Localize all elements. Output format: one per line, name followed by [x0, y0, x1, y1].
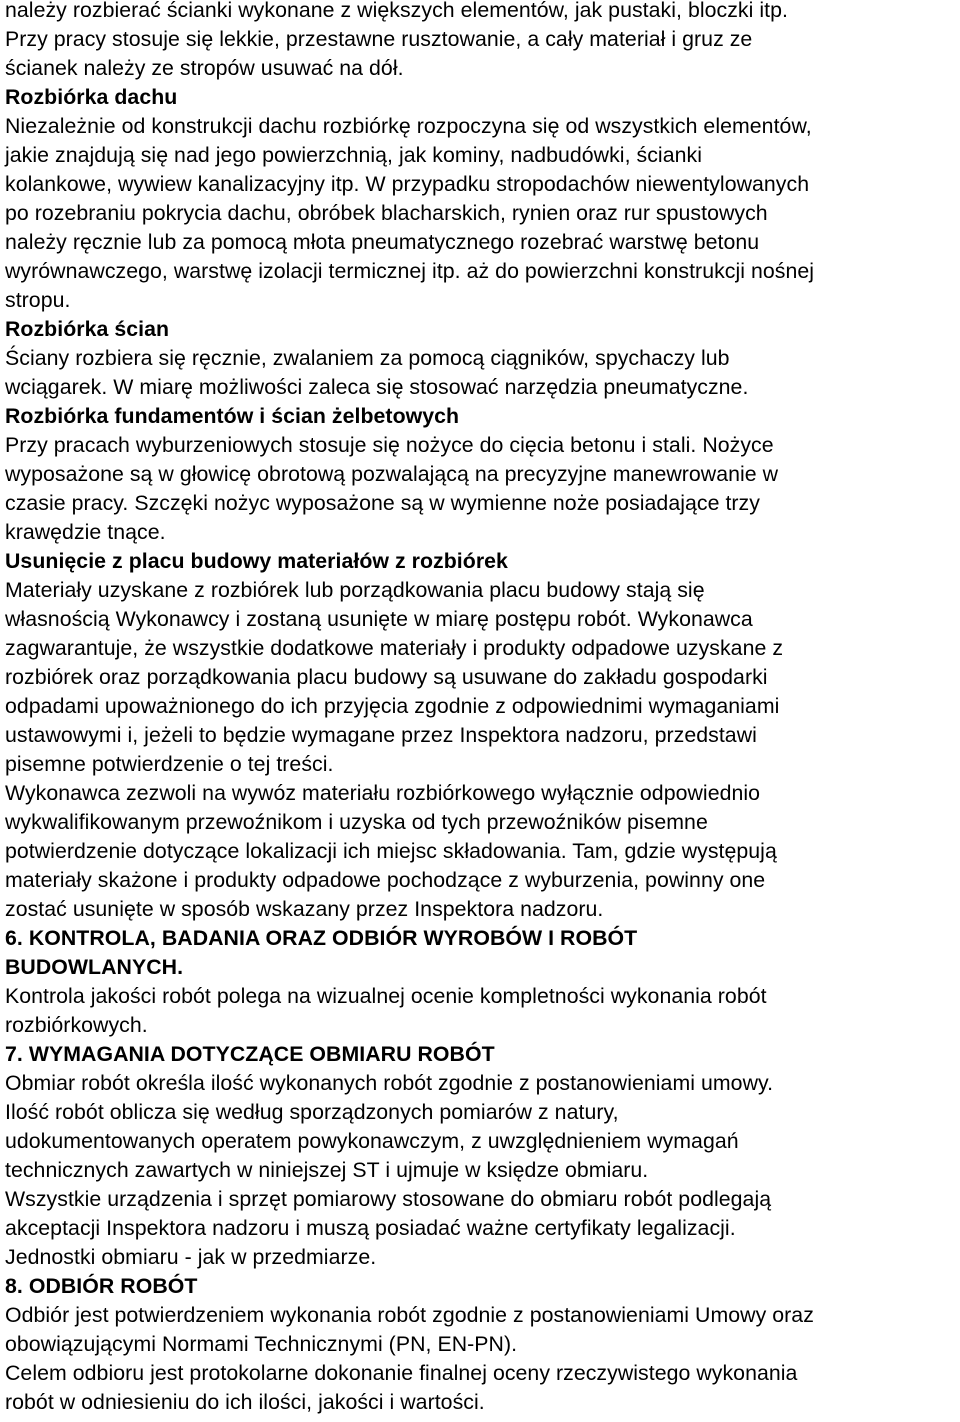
text-line: Jednostki obmiaru - jak w przedmiarze.: [5, 1245, 377, 1269]
text-line: kolankowe, wywiew kanalizacyjny itp. W przypadku stropodachów niewentylowanych: [5, 172, 810, 196]
text-line: obowiązującymi Normami Technicznymi (PN, EN-PN).: [5, 1332, 518, 1356]
text-line: Przy pracach wyburzeniowych stosuje się nożyce do cięcia betonu i stali. Nożyce: [5, 433, 774, 457]
text-line: Wszystkie urządzenia i sprzęt pomiarowy stosowane do obmiaru robót podlegają: [5, 1187, 772, 1211]
text-line: rozbiórek oraz porządkowania placu budowy są usuwane do zakładu gospodarki: [5, 665, 768, 689]
text-line: Niezależnie od konstrukcji dachu rozbiórkę rozpoczyna się od wszystkich elementów,: [5, 114, 812, 138]
text-line: stropu.: [5, 288, 71, 312]
section-6-control: [5, 924, 960, 1040]
text-line: Odbiór jest potwierdzeniem wykonania robót zgodnie z postanowieniami Umowy oraz: [5, 1303, 814, 1327]
section-heading: 8. ODBIÓR ROBÓT: [5, 1274, 198, 1298]
text-line: Przy pracy stosuje się lekkie, przestawne rusztowanie, a cały materiał i gruz ze: [5, 27, 753, 51]
section-heading: 6. KONTROLA, BADANIA ORAZ ODBIÓR WYROBÓW I ROBÓT: [5, 926, 638, 950]
section-heading: 7. WYMAGANIA DOTYCZĄCE OBMIARU ROBÓT: [5, 1042, 495, 1066]
intro-paragraph: [5, 0, 960, 83]
roof-demolition-section: [5, 83, 960, 315]
walls-demolition-section: [5, 315, 960, 402]
text-line: akceptacji Inspektora nadzoru i muszą posiadać ważne certyfikaty legalizacji.: [5, 1216, 736, 1240]
section-7-measurement: [5, 1040, 960, 1272]
text-line: pisemne potwierdzenie o tej treści.: [5, 752, 334, 776]
text-line: udokumentowanych operatem powykonawczym, z uwzględnieniem wymagań: [5, 1129, 739, 1153]
text-line: zagwarantuje, że wszystkie dodatkowe materiały i produkty odpadowe uzyskane z: [5, 636, 784, 660]
section-8-acceptance: [5, 1272, 960, 1417]
text-line: własnością Wykonawcy i zostaną usunięte w miarę postępu robót. Wykonawca: [5, 607, 753, 631]
text-line: krawędzie tnące.: [5, 520, 166, 544]
text-line: Materiały uzyskane z rozbiórek lub porządkowania placu budowy stają się: [5, 578, 705, 602]
section-heading: Rozbiórka fundamentów i ścian żelbetowych: [5, 404, 460, 428]
text-line: Kontrola jakości robót polega na wizualnej ocenie kompletności wykonania robót: [5, 984, 767, 1008]
text-line: wciągarek. W miarę możliwości zaleca się stosować narzędzia pneumatyczne.: [5, 375, 749, 399]
text-line: Celem odbioru jest protokolarne dokonanie finalnej oceny rzeczywistego wykonania: [5, 1361, 798, 1385]
foundations-demolition-section: [5, 402, 960, 547]
section-heading: BUDOWLANYCH.: [5, 955, 184, 979]
text-line: Ilość robót oblicza się według sporządzonych pomiarów z natury,: [5, 1100, 619, 1124]
text-line: potwierdzenie dotyczące lokalizacji ich miejsc składowania. Tam, gdzie występują: [5, 839, 777, 863]
text-line: czasie pracy. Szczęki nożyc wyposażone są w wymienne noże posiadające trzy: [5, 491, 760, 515]
document-page: [5, 0, 960, 1417]
text-line: technicznych zawartych w niniejszej ST i ujmuje w księdze obmiaru.: [5, 1158, 649, 1182]
section-heading: Rozbiórka dachu: [5, 85, 178, 109]
text-line: robót w odniesieniu do ich ilości, jakości i wartości.: [5, 1390, 485, 1414]
material-removal-section: [5, 547, 960, 924]
text-line: po rozebraniu pokrycia dachu, obróbek blacharskich, rynien oraz rur spustowych: [5, 201, 768, 225]
section-heading: Rozbiórka ścian: [5, 317, 170, 341]
text-line: Ściany rozbiera się ręcznie, zwalaniem za pomocą ciągników, spychaczy lub: [5, 346, 730, 370]
text-line: Obmiar robót określa ilość wykonanych robót zgodnie z postanowieniami umowy.: [5, 1071, 774, 1095]
text-line: należy rozbierać ścianki wykonane z większych elementów, jak pustaki, bloczki itp.: [5, 0, 788, 22]
text-line: wyposażone są w głowicę obrotową pozwalającą na precyzyjne manewrowanie w: [5, 462, 779, 486]
text-line: jakie znajdują się nad jego powierzchnią, jak kominy, nadbudówki, ścianki: [5, 143, 702, 167]
text-line: Wykonawca zezwoli na wywóz materiału rozbiórkowego wyłącznie odpowiednio: [5, 781, 761, 805]
text-line: ścianek należy ze stropów usuwać na dół.: [5, 56, 404, 80]
text-line: wykwalifikowanym przewoźnikom i uzyska od tych przewoźników pisemne: [5, 810, 708, 834]
text-line: zostać usunięte w sposób wskazany przez Inspektora nadzoru.: [5, 897, 604, 921]
text-line: materiały skażone i produkty odpadowe pochodzące z wyburzenia, powinny one: [5, 868, 766, 892]
section-heading: Usunięcie z placu budowy materiałów z rozbiórek: [5, 549, 508, 573]
text-line: wyrównawczego, warstwę izolacji termicznej itp. aż do powierzchni konstrukcji nośnej: [5, 259, 815, 283]
text-line: ustawowymi i, jeżeli to będzie wymagane przez Inspektora nadzoru, przedstawi: [5, 723, 757, 747]
text-line: odpadami upoważnionego do ich przyjęcia zgodnie z odpowiednimi wymaganiami: [5, 694, 780, 718]
text-line: należy ręcznie lub za pomocą młota pneumatycznego rozebrać warstwę betonu: [5, 230, 760, 254]
text-line: rozbiórkowych.: [5, 1013, 148, 1037]
